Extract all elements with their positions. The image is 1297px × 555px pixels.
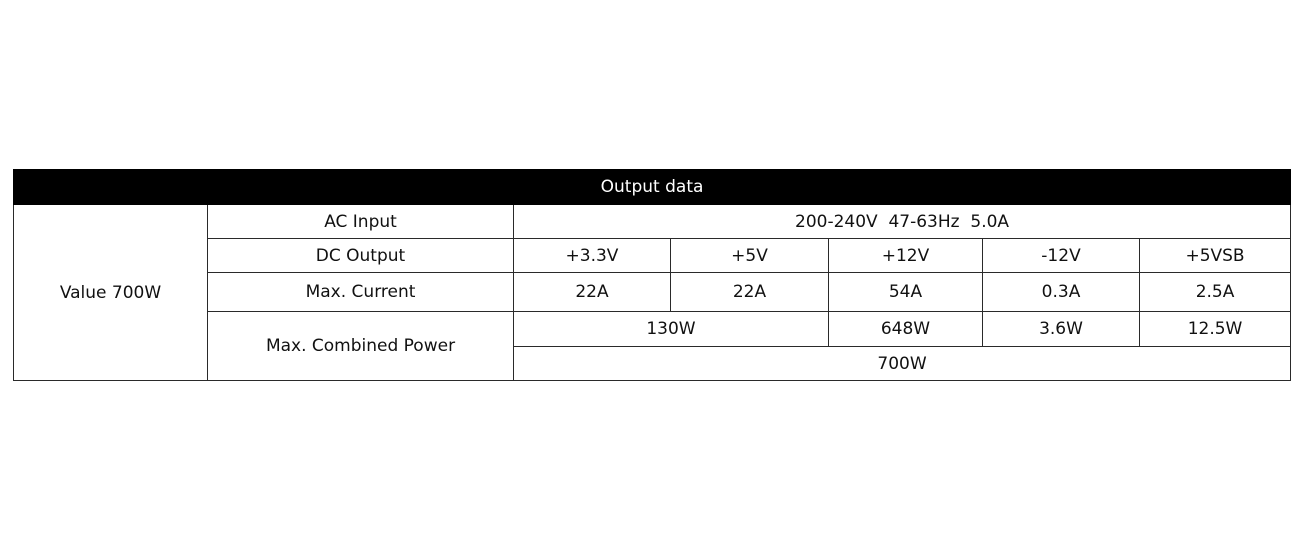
total-power: 700W: [514, 347, 1291, 381]
current-5vsb: 2.5A: [1140, 273, 1291, 312]
rail-3v3: +3.3V: [514, 239, 671, 273]
table-title-row: [14, 170, 1291, 205]
current-12v: 54A: [829, 273, 983, 312]
current-3v3: 22A: [514, 273, 671, 312]
rail-minus-12v: -12V: [983, 239, 1140, 273]
power-3v3-5v: 130W: [514, 312, 829, 347]
power-12v: 648W: [829, 312, 983, 347]
model-name: Value 700W: [14, 205, 208, 381]
output-data-table-container: [13, 169, 1290, 381]
max-current-label: Max. Current: [208, 273, 514, 312]
rail-5v: +5V: [671, 239, 829, 273]
max-combined-power-label: Max. Combined Power: [208, 312, 514, 381]
power-minus-12v: 3.6W: [983, 312, 1140, 347]
rail-5vsb: +5VSB: [1140, 239, 1291, 273]
ac-input-value: 200-240V 47-63Hz 5.0A: [514, 205, 1291, 239]
rail-12v: +12V: [829, 239, 983, 273]
ac-input-label: AC Input: [208, 205, 514, 239]
ac-input-row: [14, 205, 1291, 239]
current-minus-12v: 0.3A: [983, 273, 1140, 312]
current-5v: 22A: [671, 273, 829, 312]
power-5vsb: 12.5W: [1140, 312, 1291, 347]
output-data-table: [13, 169, 1291, 381]
dc-output-label: DC Output: [208, 239, 514, 273]
table-title: Output data: [14, 170, 1291, 205]
